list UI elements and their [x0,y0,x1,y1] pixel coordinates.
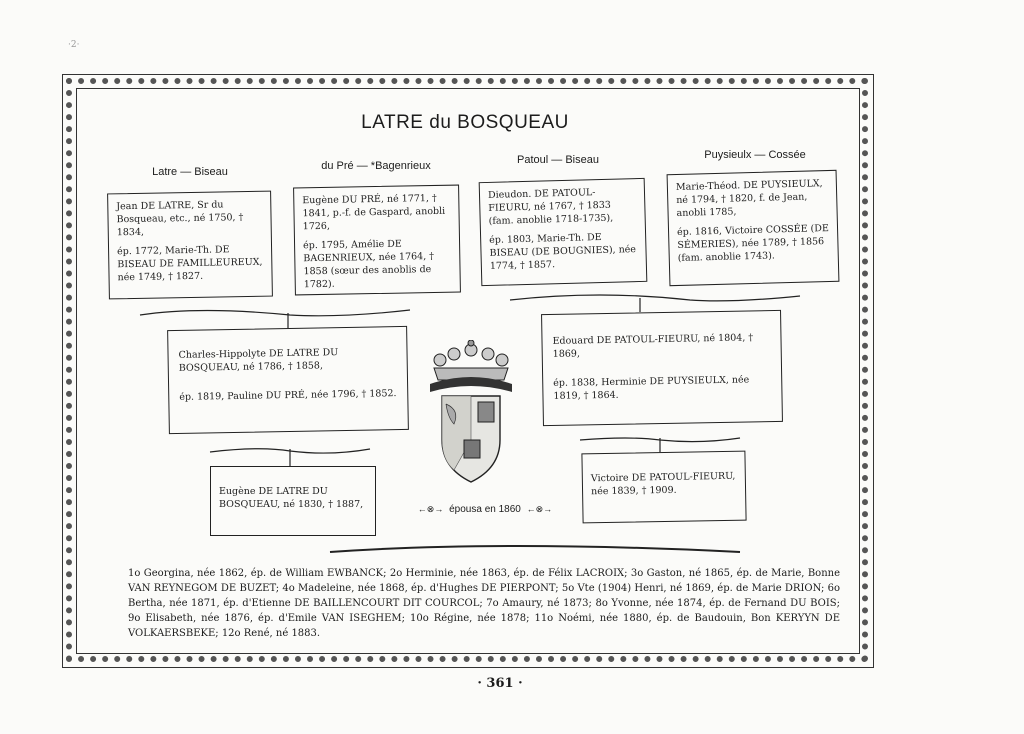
page-number-dash-left: · [477,676,487,691]
page-title: LATRE du BOSQUEAU [361,112,569,133]
grandparent-latre-wife: ép. 1772, Marie-Th. DE BISEAU DE FAMILLEUREUX, née 1749, † 1827. [117,244,263,284]
parent-patoul-wife: ép. 1838, Herminie DE PUYSIEULX, née 1819, † 1864. [553,374,750,402]
grandparent-dupre-wife: ép. 1795, Amélie DE BAGENRIEUX, née 1764, † 1858 (sœur des anoblis de 1782). [302,238,435,291]
marriage-arrow-right: ←⊗→ [526,504,553,514]
parent-patoul-husband: Edouard DE PATOUL-FIEURU, né 1804, † 1869, [552,332,754,360]
shield-charge-lower [464,440,480,458]
page-number-value: 361 [486,676,514,691]
crown-icon [434,340,508,380]
grandparent-dupre-husband: Eugène DU PRÉ, né 1771, † 1841, p.-f. de Gaspard, anobli 1726, [302,192,446,233]
couple-box-husband [210,466,376,536]
parent-box-patoul [541,310,783,426]
grandparent-box-patoul [479,178,648,286]
couple-box-wife [581,451,746,524]
corner-mark: ·2· [68,40,80,50]
parent-latre-wife: ép. 1819, Pauline DU PRÉ, née 1796, † 1852. [179,388,397,403]
parent-box-latre [167,326,409,434]
connector-patoul-puysieulx [510,295,800,301]
marriage-arrow-left: ←⊗→ [417,504,444,514]
header-puysieulx-cossee: Puysieulx — Cossée [704,149,806,161]
page-number [440,676,560,691]
connector-latre-dupre [140,310,410,316]
grandparent-box-puysieulx [667,170,840,286]
grandparent-latre-husband: Jean DE LATRE, Sr du Bosqueau, etc., né 1750, † 1834, [116,199,244,239]
grandparent-box-dupre [293,185,461,296]
couple-husband: Eugène DE LATRE DU BOSQUEAU, né 1830, † 1887, [219,486,364,510]
header-latre-biseau: Latre — Biseau [152,166,228,178]
coat-of-arms [424,340,518,486]
grandparent-box-latre [107,191,273,300]
page-number-dash-right: · [513,676,523,691]
couple-wife: Victoire DE PATOUL-FIEURU, née 1839, † 1909. [590,470,736,498]
grandparent-puysieulx-husband: Marie-Théod. DE PUYSIEULX, né 1794, † 1820, f. de Jean, anobli 1785, [675,178,823,219]
grandparent-patoul-wife: ép. 1803, Marie-Th. DE BISEAU (DE BOUGNIES), née 1774, † 1857. [489,231,637,272]
children-list: 1o Georgina, née 1862, ép. de William EWBANCK; 2o Herminie, née 1863, ép. de Félix LACROIX; 3o Gaston, né 1865, ép. de Marie, Bonne VAN REYNEGOM DE BUZET; 4o Madeleine, née 1868, ép. d'Hughes DE PIERPONT; 5o Vte (1904) Henri, né 1869, ép. de Marie DRION; 6o Bertha, née 1871, ép. d'Etienne DE BAILLENCOURT DIT COURCOL; 7o Amaury, né 1873; 8o Yvonne, née 1874, ép. de Fernand DU BOIS; 9o Elisabeth, née 1876, ép. d'Emile VAN ISEGHEM; 10o Régine, née 1878; 11o Noémi, née 1880, ép. de Baudouin, Bon KERYYN DE VOLKAERSBEKE; 12o René, né 1883. [128,568,840,639]
marriage-text: épousa en 1860 [449,504,521,515]
marriage-label [410,504,560,515]
shield-charge-upper [478,402,494,422]
separator-swash [330,546,740,552]
parent-latre-husband: Charles-Hippolyte DE LATRE DU BOSQUEAU, né 1786, † 1858, [178,347,339,374]
grandparent-patoul-husband: Dieudon. DE PATOUL-FIEURU, né 1767, † 1833 (fam. anoblie 1718-1735), [487,187,614,227]
header-patoul-biseau: Patoul — Biseau [517,154,599,166]
grandparent-puysieulx-wife: ép. 1816, Victoire COSSÉE (DE SÉMERIES), née 1789, † 1856 (fam. anoblie 1743). [676,223,830,264]
header-dupre-bagenrieux: du Pré — *Bagenrieux [321,160,431,172]
